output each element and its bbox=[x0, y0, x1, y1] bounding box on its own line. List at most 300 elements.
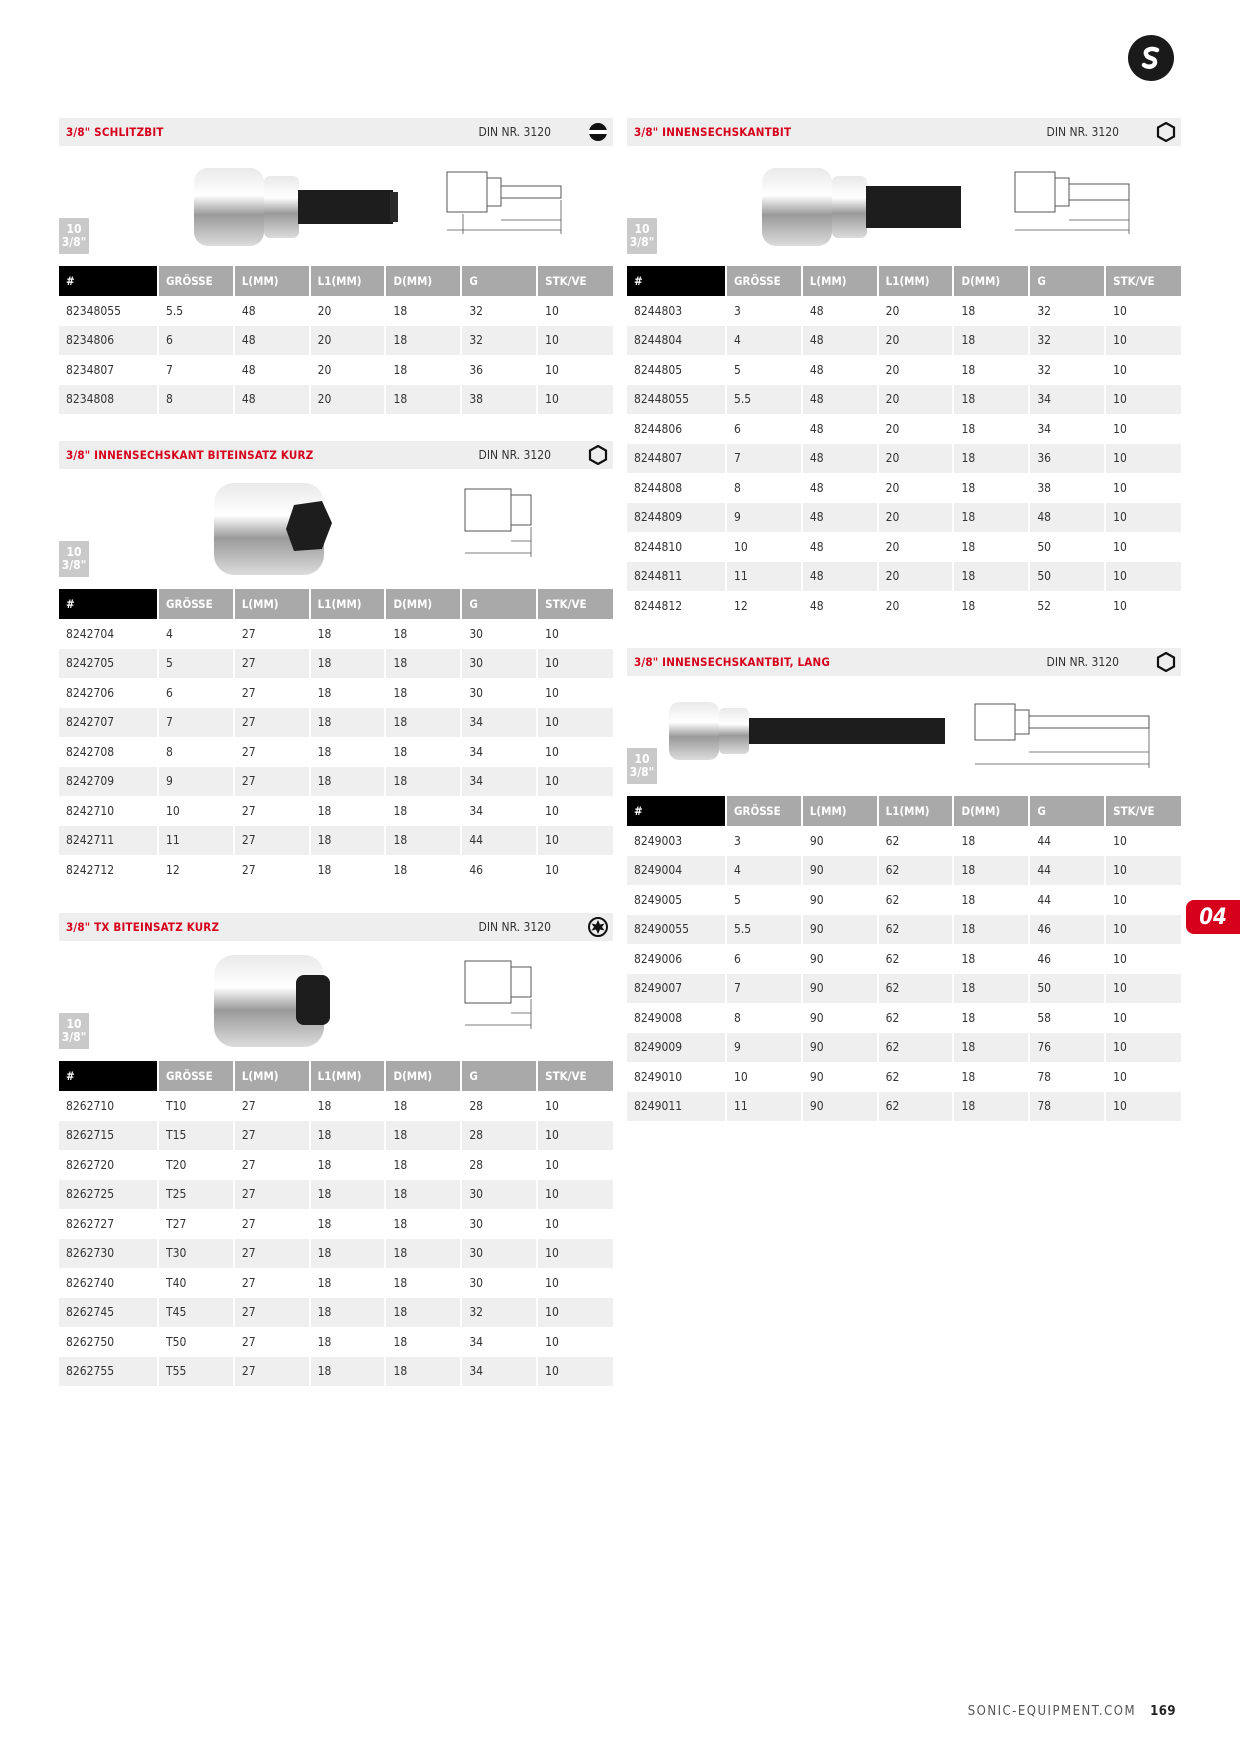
table-cell: 48 bbox=[802, 355, 878, 385]
table-cell: 30 bbox=[461, 1180, 537, 1210]
table-cell: 10 bbox=[726, 1062, 802, 1092]
technical-drawing bbox=[967, 698, 1167, 774]
table-cell: 48 bbox=[802, 562, 878, 592]
table-row bbox=[59, 1327, 613, 1357]
table-cell: 62 bbox=[878, 1033, 954, 1063]
article-number: 8242711 bbox=[59, 826, 158, 856]
hex-icon bbox=[1156, 122, 1176, 142]
product-images bbox=[627, 676, 1181, 796]
table-row bbox=[627, 503, 1181, 533]
page-footer bbox=[968, 1704, 1176, 1719]
table-row bbox=[627, 444, 1181, 474]
column-header: GRÖSSE bbox=[158, 266, 234, 296]
table-row bbox=[59, 385, 613, 415]
table-cell: 20 bbox=[310, 385, 386, 415]
article-number: 8242707 bbox=[59, 708, 158, 738]
table-cell: 46 bbox=[1029, 944, 1105, 974]
table-cell: 18 bbox=[385, 1180, 461, 1210]
table-cell: 44 bbox=[1029, 885, 1105, 915]
table-cell: 20 bbox=[878, 414, 954, 444]
table-row bbox=[627, 1062, 1181, 1092]
table-cell: 18 bbox=[953, 944, 1029, 974]
column-header: GRÖSSE bbox=[158, 589, 234, 619]
table-cell: T20 bbox=[158, 1150, 234, 1180]
table-cell: 32 bbox=[1029, 296, 1105, 326]
table-row bbox=[627, 944, 1181, 974]
article-number: 8244807 bbox=[627, 444, 726, 474]
table-cell: 18 bbox=[310, 1239, 386, 1269]
column-header: GRÖSSE bbox=[726, 266, 802, 296]
article-number: 8249010 bbox=[627, 1062, 726, 1092]
table-cell: 18 bbox=[385, 1357, 461, 1387]
table-cell: 38 bbox=[1029, 473, 1105, 503]
table-cell: 18 bbox=[953, 503, 1029, 533]
article-number: 8242704 bbox=[59, 619, 158, 649]
table-cell: 10 bbox=[1105, 1092, 1181, 1122]
table-cell: 32 bbox=[1029, 355, 1105, 385]
table-cell: 30 bbox=[461, 1209, 537, 1239]
din-number: DIN NR. 3120 bbox=[478, 125, 551, 139]
column-header: # bbox=[627, 796, 726, 826]
table-cell: 18 bbox=[385, 1268, 461, 1298]
table-cell: 90 bbox=[802, 826, 878, 856]
drive-size-badge bbox=[59, 1013, 89, 1049]
table-cell: 18 bbox=[953, 591, 1029, 621]
table-row bbox=[627, 532, 1181, 562]
table-row bbox=[59, 678, 613, 708]
table-row bbox=[627, 591, 1181, 621]
table-cell: 10 bbox=[1113, 951, 1127, 966]
table-cell: 18 bbox=[953, 1033, 1029, 1063]
table-cell: 18 bbox=[953, 473, 1029, 503]
column-header: L(MM) bbox=[234, 1061, 310, 1091]
column-header: L(MM) bbox=[234, 589, 310, 619]
table-cell: 12 bbox=[726, 591, 802, 621]
article-number: 8242712 bbox=[59, 855, 158, 885]
table-cell: 46 bbox=[1029, 915, 1105, 945]
section-title: 3/8" INNENSECHSKANTBIT, LANG bbox=[634, 655, 831, 669]
table-row bbox=[59, 826, 613, 856]
article-number: 8234806 bbox=[59, 326, 158, 356]
table-cell: 27 bbox=[234, 649, 310, 679]
table-cell: 30 bbox=[461, 1239, 537, 1269]
table-cell: 48 bbox=[802, 385, 878, 415]
product-table bbox=[59, 1061, 613, 1386]
table-cell: 18 bbox=[953, 856, 1029, 886]
table-cell: 90 bbox=[802, 1062, 878, 1092]
product-table bbox=[59, 266, 613, 414]
table-cell: 10 bbox=[1105, 1033, 1181, 1063]
drive-value: 10 bbox=[66, 222, 82, 236]
table-row bbox=[59, 708, 613, 738]
table-cell: 10 bbox=[537, 326, 613, 356]
table-cell: 5 bbox=[158, 649, 234, 679]
table-cell: 18 bbox=[385, 1298, 461, 1328]
table-row bbox=[627, 1033, 1181, 1063]
table-cell: 7 bbox=[158, 355, 234, 385]
table-cell: 5 bbox=[726, 885, 802, 915]
article-number: 8244810 bbox=[627, 532, 726, 562]
column-header: G bbox=[461, 1061, 537, 1091]
section-title: 3/8" SCHLITZBIT bbox=[66, 125, 164, 139]
section-title: 3/8" TX BITEINSATZ KURZ bbox=[66, 920, 220, 934]
table-cell: 18 bbox=[310, 619, 386, 649]
table-cell: 32 bbox=[1029, 326, 1105, 356]
table-cell: 18 bbox=[953, 532, 1029, 562]
table-cell: 4 bbox=[726, 326, 802, 356]
chapter-tab[interactable]: 04 bbox=[1186, 900, 1240, 934]
table-row bbox=[627, 885, 1181, 915]
drive-size-badge bbox=[59, 218, 89, 254]
table-cell: 20 bbox=[310, 326, 386, 356]
table-cell: 10 bbox=[545, 303, 559, 318]
column-header: # bbox=[59, 589, 158, 619]
table-cell: 62 bbox=[878, 826, 954, 856]
table-cell: 18 bbox=[310, 1121, 386, 1151]
table-cell: 10 bbox=[537, 1180, 613, 1210]
column-header: L1(MM) bbox=[878, 266, 954, 296]
column-header: STK/VE bbox=[1105, 796, 1181, 826]
table-cell: 18 bbox=[953, 974, 1029, 1004]
article-number: 8234808 bbox=[59, 385, 158, 415]
table-cell: 34 bbox=[461, 1327, 537, 1357]
table-cell: 90 bbox=[802, 856, 878, 886]
table-row bbox=[59, 326, 613, 356]
table-cell: 27 bbox=[234, 1268, 310, 1298]
table-row bbox=[627, 826, 1181, 856]
article-number: 8249004 bbox=[627, 856, 726, 886]
article-number: 8242706 bbox=[59, 678, 158, 708]
table-cell: 18 bbox=[310, 1150, 386, 1180]
table-cell: 10 bbox=[1113, 1010, 1127, 1025]
din-number: DIN NR. 3120 bbox=[478, 448, 551, 462]
section-innensechskant-kurz bbox=[59, 441, 613, 885]
website-url: SONIC-EQUIPMENT.COM bbox=[967, 1704, 1137, 1719]
table-cell: 48 bbox=[1029, 503, 1105, 533]
table-cell: 18 bbox=[953, 885, 1029, 915]
table-cell: 8 bbox=[726, 1003, 802, 1033]
technical-drawing bbox=[439, 164, 579, 244]
table-cell: 27 bbox=[234, 1121, 310, 1151]
section-innensechskantbit-lang bbox=[627, 648, 1181, 1121]
table-cell: 10 bbox=[1105, 444, 1181, 474]
column-header: G bbox=[461, 266, 537, 296]
table-cell: 48 bbox=[234, 385, 310, 415]
table-cell: 27 bbox=[234, 1180, 310, 1210]
table-cell: 18 bbox=[953, 444, 1029, 474]
table-cell: 10 bbox=[1105, 385, 1181, 415]
drive-label: 3/8" bbox=[629, 235, 655, 249]
table-cell: 10 bbox=[1105, 503, 1181, 533]
table-cell: 34 bbox=[461, 737, 537, 767]
article-number: 8242709 bbox=[59, 767, 158, 797]
article-number: 8249005 bbox=[627, 885, 726, 915]
table-row bbox=[627, 974, 1181, 1004]
table-cell: 62 bbox=[878, 1062, 954, 1092]
table-cell: 20 bbox=[878, 532, 954, 562]
table-row bbox=[59, 767, 613, 797]
section-tx-kurz bbox=[59, 913, 613, 1386]
table-cell: 18 bbox=[310, 737, 386, 767]
table-cell: 11 bbox=[726, 1092, 802, 1122]
table-cell: 10 bbox=[537, 1239, 613, 1269]
table-cell: 10 bbox=[1113, 539, 1127, 554]
article-number: 8244811 bbox=[627, 562, 726, 592]
table-cell: 18 bbox=[385, 326, 461, 356]
table-cell: 44 bbox=[461, 826, 537, 856]
table-cell: 8 bbox=[726, 473, 802, 503]
table-cell: 18 bbox=[385, 1239, 461, 1269]
table-cell: 5.5 bbox=[158, 296, 234, 326]
table-cell: 20 bbox=[878, 385, 954, 415]
table-cell: 6 bbox=[158, 326, 234, 356]
table-cell: 18 bbox=[953, 562, 1029, 592]
table-cell: 50 bbox=[1029, 562, 1105, 592]
table-cell: 18 bbox=[385, 296, 461, 326]
table-cell: 18 bbox=[953, 355, 1029, 385]
table-row bbox=[59, 296, 613, 326]
table-cell: 10 bbox=[726, 532, 802, 562]
table-cell: 18 bbox=[385, 649, 461, 679]
article-number: 8262720 bbox=[59, 1150, 158, 1180]
column-header: L(MM) bbox=[234, 266, 310, 296]
table-cell: 10 bbox=[537, 826, 613, 856]
section-title: 3/8" INNENSECHSKANT BITEINSATZ KURZ bbox=[66, 448, 314, 462]
table-cell: 62 bbox=[878, 1092, 954, 1122]
column-header: L(MM) bbox=[802, 266, 878, 296]
table-cell: 18 bbox=[310, 1209, 386, 1239]
table-cell: 27 bbox=[234, 826, 310, 856]
table-cell: 62 bbox=[878, 885, 954, 915]
table-cell: 10 bbox=[537, 1298, 613, 1328]
drive-size-badge bbox=[627, 218, 657, 254]
table-cell: 48 bbox=[234, 355, 310, 385]
table-cell: 18 bbox=[385, 355, 461, 385]
article-number: 82448055 bbox=[627, 385, 726, 415]
table-cell: 18 bbox=[953, 915, 1029, 945]
table-cell: 10 bbox=[545, 626, 559, 641]
table-cell: 20 bbox=[878, 591, 954, 621]
section-header bbox=[627, 118, 1181, 146]
table-row bbox=[59, 355, 613, 385]
table-cell: 48 bbox=[234, 326, 310, 356]
table-cell: 36 bbox=[461, 355, 537, 385]
table-cell: 18 bbox=[310, 826, 386, 856]
table-cell: 30 bbox=[461, 678, 537, 708]
table-cell: T50 bbox=[158, 1327, 234, 1357]
table-cell: 62 bbox=[878, 856, 954, 886]
article-number: 8249009 bbox=[627, 1033, 726, 1063]
article-number: 8262740 bbox=[59, 1268, 158, 1298]
table-cell: 18 bbox=[953, 1003, 1029, 1033]
table-row bbox=[59, 855, 613, 885]
column-header: L1(MM) bbox=[310, 1061, 386, 1091]
table-cell: 10 bbox=[545, 685, 559, 700]
table-row bbox=[59, 1298, 613, 1328]
table-cell: 90 bbox=[802, 974, 878, 1004]
table-cell: 38 bbox=[461, 385, 537, 415]
column-header: # bbox=[627, 266, 726, 296]
article-number: 8242708 bbox=[59, 737, 158, 767]
table-row bbox=[59, 737, 613, 767]
table-cell: 58 bbox=[1029, 1003, 1105, 1033]
table-cell: 10 bbox=[537, 708, 613, 738]
article-number: 82348055 bbox=[59, 296, 158, 326]
table-cell: 10 bbox=[1113, 303, 1127, 318]
table-cell: 18 bbox=[310, 649, 386, 679]
column-header: STK/VE bbox=[537, 1061, 613, 1091]
table-cell: 18 bbox=[385, 1121, 461, 1151]
table-row bbox=[59, 1268, 613, 1298]
column-header: D(MM) bbox=[953, 266, 1029, 296]
table-cell: 10 bbox=[1105, 856, 1181, 886]
table-row bbox=[59, 1209, 613, 1239]
drive-size-badge bbox=[59, 541, 89, 577]
table-cell: 32 bbox=[461, 296, 537, 326]
article-number: 8249011 bbox=[627, 1092, 726, 1122]
socket-photo bbox=[214, 951, 364, 1051]
din-number: DIN NR. 3120 bbox=[1046, 655, 1119, 669]
table-row bbox=[627, 562, 1181, 592]
article-number: 8262715 bbox=[59, 1121, 158, 1151]
table-cell: 34 bbox=[461, 708, 537, 738]
table-cell: 6 bbox=[158, 678, 234, 708]
column-header: D(MM) bbox=[385, 1061, 461, 1091]
article-number: 8249008 bbox=[627, 1003, 726, 1033]
table-cell: 18 bbox=[385, 826, 461, 856]
column-header: L1(MM) bbox=[310, 589, 386, 619]
table-cell: 5.5 bbox=[726, 915, 802, 945]
table-cell: 18 bbox=[953, 326, 1029, 356]
table-cell: 10 bbox=[537, 1121, 613, 1151]
table-cell: 4 bbox=[726, 856, 802, 886]
table-cell: 10 bbox=[1105, 562, 1181, 592]
table-cell: 62 bbox=[878, 974, 954, 1004]
column-header: # bbox=[59, 1061, 158, 1091]
table-cell: 5.5 bbox=[726, 385, 802, 415]
table-cell: 20 bbox=[878, 503, 954, 533]
table-row bbox=[627, 856, 1181, 886]
table-cell: 27 bbox=[234, 1357, 310, 1387]
article-number: 8262755 bbox=[59, 1357, 158, 1387]
drive-value: 10 bbox=[66, 1017, 82, 1031]
hex-icon bbox=[1156, 652, 1176, 672]
section-header bbox=[59, 913, 613, 941]
column-header: D(MM) bbox=[385, 589, 461, 619]
table-cell: 6 bbox=[726, 414, 802, 444]
slot-icon bbox=[588, 122, 608, 142]
table-cell: 18 bbox=[385, 678, 461, 708]
article-number: 82490055 bbox=[627, 915, 726, 945]
table-cell: 18 bbox=[385, 737, 461, 767]
table-cell: 27 bbox=[234, 708, 310, 738]
product-images bbox=[59, 941, 613, 1061]
table-cell: 18 bbox=[953, 1062, 1029, 1092]
table-cell: 34 bbox=[1029, 385, 1105, 415]
table-row bbox=[59, 1150, 613, 1180]
table-cell: 90 bbox=[802, 915, 878, 945]
socket-photo bbox=[669, 696, 949, 766]
table-cell: 10 bbox=[545, 803, 559, 818]
article-number: 8234807 bbox=[59, 355, 158, 385]
article-number: 8244806 bbox=[627, 414, 726, 444]
table-cell: 62 bbox=[878, 1003, 954, 1033]
table-cell: 18 bbox=[310, 1357, 386, 1387]
table-cell: 34 bbox=[461, 1357, 537, 1387]
table-row bbox=[59, 649, 613, 679]
table-cell: T40 bbox=[158, 1268, 234, 1298]
column-header: G bbox=[1029, 796, 1105, 826]
table-cell: 18 bbox=[385, 708, 461, 738]
table-cell: 18 bbox=[953, 385, 1029, 415]
table-cell: 48 bbox=[234, 296, 310, 326]
table-cell: 18 bbox=[310, 1298, 386, 1328]
table-cell: 27 bbox=[234, 1091, 310, 1121]
table-cell: 20 bbox=[878, 473, 954, 503]
column-header: # bbox=[59, 266, 158, 296]
table-cell: 7 bbox=[726, 444, 802, 474]
table-cell: 10 bbox=[158, 796, 234, 826]
table-cell: 18 bbox=[385, 619, 461, 649]
table-cell: 90 bbox=[802, 944, 878, 974]
drive-size-badge bbox=[627, 748, 657, 784]
table-cell: 44 bbox=[1029, 856, 1105, 886]
table-row bbox=[59, 1180, 613, 1210]
table-cell: 78 bbox=[1029, 1092, 1105, 1122]
table-row bbox=[59, 796, 613, 826]
table-row bbox=[59, 1121, 613, 1151]
table-cell: 10 bbox=[1105, 974, 1181, 1004]
table-cell: 18 bbox=[310, 1091, 386, 1121]
table-row bbox=[627, 414, 1181, 444]
article-number: 8262730 bbox=[59, 1239, 158, 1269]
table-cell: 30 bbox=[461, 649, 537, 679]
socket-photo bbox=[194, 162, 424, 252]
table-cell: 28 bbox=[461, 1121, 537, 1151]
table-cell: 10 bbox=[1113, 598, 1127, 613]
table-cell: 90 bbox=[802, 1003, 878, 1033]
table-cell: 90 bbox=[802, 1092, 878, 1122]
table-cell: 27 bbox=[234, 619, 310, 649]
table-cell: 27 bbox=[234, 1298, 310, 1328]
table-row bbox=[59, 1239, 613, 1269]
article-number: 8262710 bbox=[59, 1091, 158, 1121]
table-cell: 50 bbox=[1029, 974, 1105, 1004]
table-cell: 48 bbox=[802, 326, 878, 356]
table-cell: 18 bbox=[385, 855, 461, 885]
table-cell: 27 bbox=[234, 678, 310, 708]
section-title: 3/8" INNENSECHSKANTBIT bbox=[634, 125, 792, 139]
page-number: 169 bbox=[1150, 1704, 1176, 1719]
table-cell: 32 bbox=[461, 1298, 537, 1328]
column-header: D(MM) bbox=[953, 796, 1029, 826]
table-cell: 11 bbox=[158, 826, 234, 856]
table-cell: 34 bbox=[461, 796, 537, 826]
table-cell: 20 bbox=[878, 326, 954, 356]
drive-label: 3/8" bbox=[61, 235, 87, 249]
article-number: 8244809 bbox=[627, 503, 726, 533]
table-cell: 78 bbox=[1029, 1062, 1105, 1092]
table-row bbox=[627, 355, 1181, 385]
table-cell: 48 bbox=[802, 444, 878, 474]
technical-drawing bbox=[1007, 164, 1147, 244]
table-cell: 20 bbox=[878, 444, 954, 474]
table-cell: 18 bbox=[310, 855, 386, 885]
table-cell: 18 bbox=[385, 385, 461, 415]
column-header: STK/VE bbox=[1105, 266, 1181, 296]
table-cell: 7 bbox=[158, 708, 234, 738]
drive-label: 3/8" bbox=[629, 765, 655, 779]
